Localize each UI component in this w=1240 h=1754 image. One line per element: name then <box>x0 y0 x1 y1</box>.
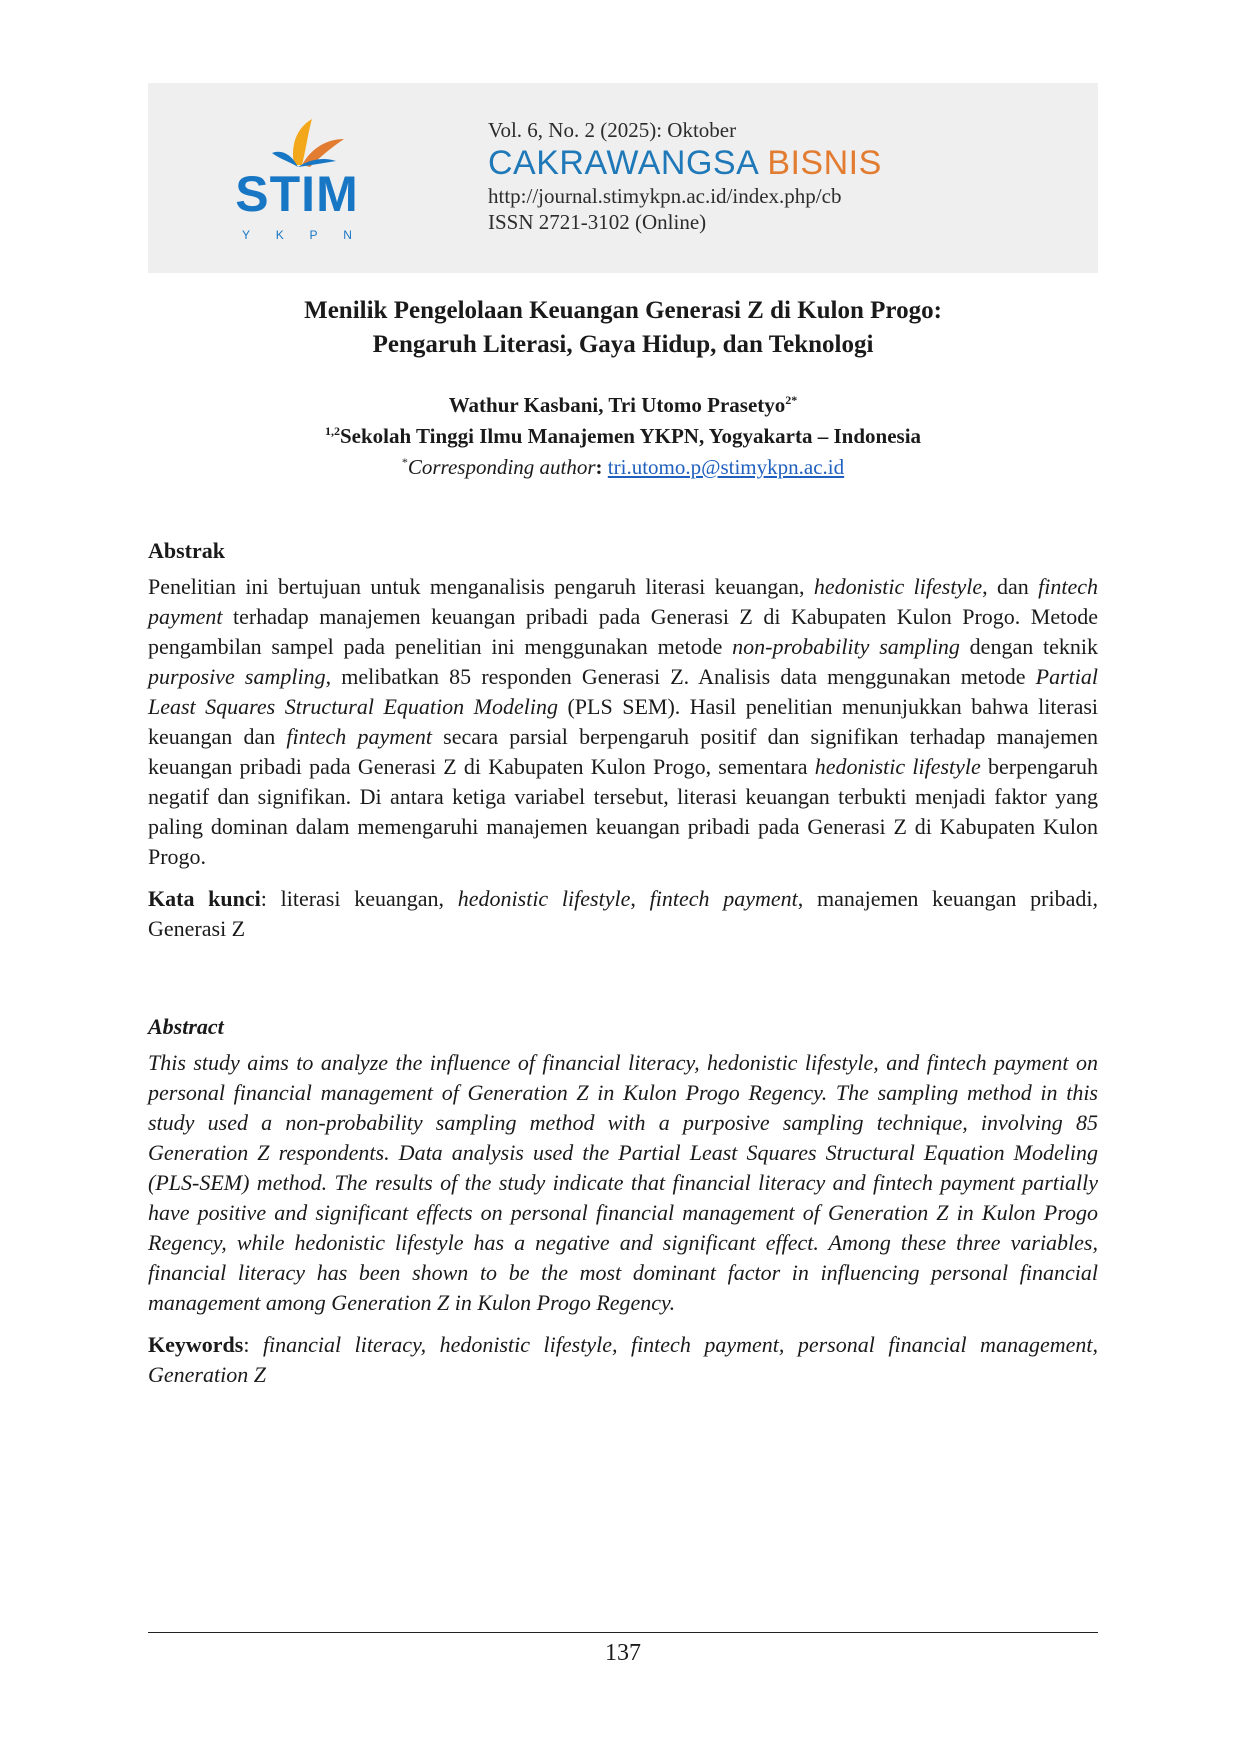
journal-url[interactable]: http://journal.stimykpn.ac.id/index.php/cb <box>488 184 842 208</box>
kata-kunci: Kata kunci: literasi keuangan, hedonistic lifestyle, fintech payment, manajemen keuangan pribadi, Generasi Z <box>148 886 1098 941</box>
journal-issn: ISSN 2721-3102 (Online) <box>488 210 707 234</box>
stim-logo <box>232 113 362 253</box>
logo-subtext: Y K P N <box>242 228 352 242</box>
affiliation: $^{1,2}$Sekolah Tinggi Ilmu Manajemen YKPN, Yogyakarta – Indonesia <box>324 424 922 448</box>
abstract-section <box>148 1012 1098 1390</box>
author-names: Wathur Kasbani, Tri Utomo Prasetyo$^{2*}$ <box>448 393 798 417</box>
logo-text: STIM <box>235 166 359 222</box>
footer-divider <box>148 1632 1098 1633</box>
volume-info: Vol. 6, No. 2 (2025): Oktober <box>488 118 737 142</box>
paper-title: Menilik Pengelolaan Keuangan Generasi Z di Kulon Progo: Pengaruh Literasi, Gaya Hidup, dan Teknologi <box>304 297 942 358</box>
abstrak-section <box>148 536 1098 944</box>
keywords: Keywords: financial literacy, hedonistic lifestyle, fintech payment, personal financial management, Generation Z <box>148 1332 1098 1387</box>
abstrak-text: Penelitian ini bertujuan untuk menganalisis pengaruh literasi keuangan, hedonistic lifestyle, dan fintech payment terhadap manajemen keuangan pribadi pada Generasi Z di Kabupaten Kulon Progo. Metode pengambilan sampel pada penelitian ini menggunakan metode non-probability sampling dengan teknik purposive sampling, melibatkan 85 responden Generasi Z. Analisis data menggunakan metode Partial Least Squares Structural Equation Modeling (PLS SEM). Hasil penelitian menunjukkan bahwa literasi keuangan dan fintech payment secara parsial berpengaruh positif dan signifikan terhadap manajemen keuangan pribadi pada Generasi Z di Kabupaten Kulon Progo, sementara hedonistic lifestyle berpengaruh negatif dan signifikan. Di antara ketiga variabel tersebut, literasi keuangan terbukti menjadi faktor yang paling dominan dalam memengaruhi manajemen keuangan pribadi pada Generasi Z di Kabupaten Kulon Progo. <box>148 574 1099 869</box>
leaf-logo-icon <box>232 113 362 173</box>
author-block <box>148 390 1098 483</box>
corresponding-author: *Corresponding author: tri.utomo.p@stimykpn.ac.id <box>401 455 845 479</box>
abstract-heading: Abstract <box>148 1014 224 1039</box>
abstrak-heading: Abstrak <box>148 538 226 563</box>
journal-info <box>488 117 882 235</box>
abstract-text: This study aims to analyze the influence of financial literacy, hedonistic lifestyle, and fintech payment on personal financial management of Generation Z in Kulon Progo Regency. The sampling method in this study used a non-probability sampling method with a purposive sampling technique, involving 85 Generation Z respondents. Data analysis used the Partial Least Squares Structural Equation Modeling (PLS-SEM) method. The results of the study indicate that financial literacy and fintech payment partially have positive and significant effects on personal financial management of Generation Z in Kulon Progo Regency, while hedonistic lifestyle has a negative and significant effect. Among these three variables, financial literacy has been shown to be the most dominant factor in influencing personal financial management among Generation Z in Kulon Progo Regency. <box>148 1050 1098 1315</box>
email-link[interactable]: tri.utomo.p@stimykpn.ac.id <box>607 455 845 479</box>
journal-name: CAKRAWANGSA BISNIS <box>488 144 882 182</box>
page-number: 137 <box>605 1640 641 1666</box>
journal-header <box>148 83 1098 273</box>
